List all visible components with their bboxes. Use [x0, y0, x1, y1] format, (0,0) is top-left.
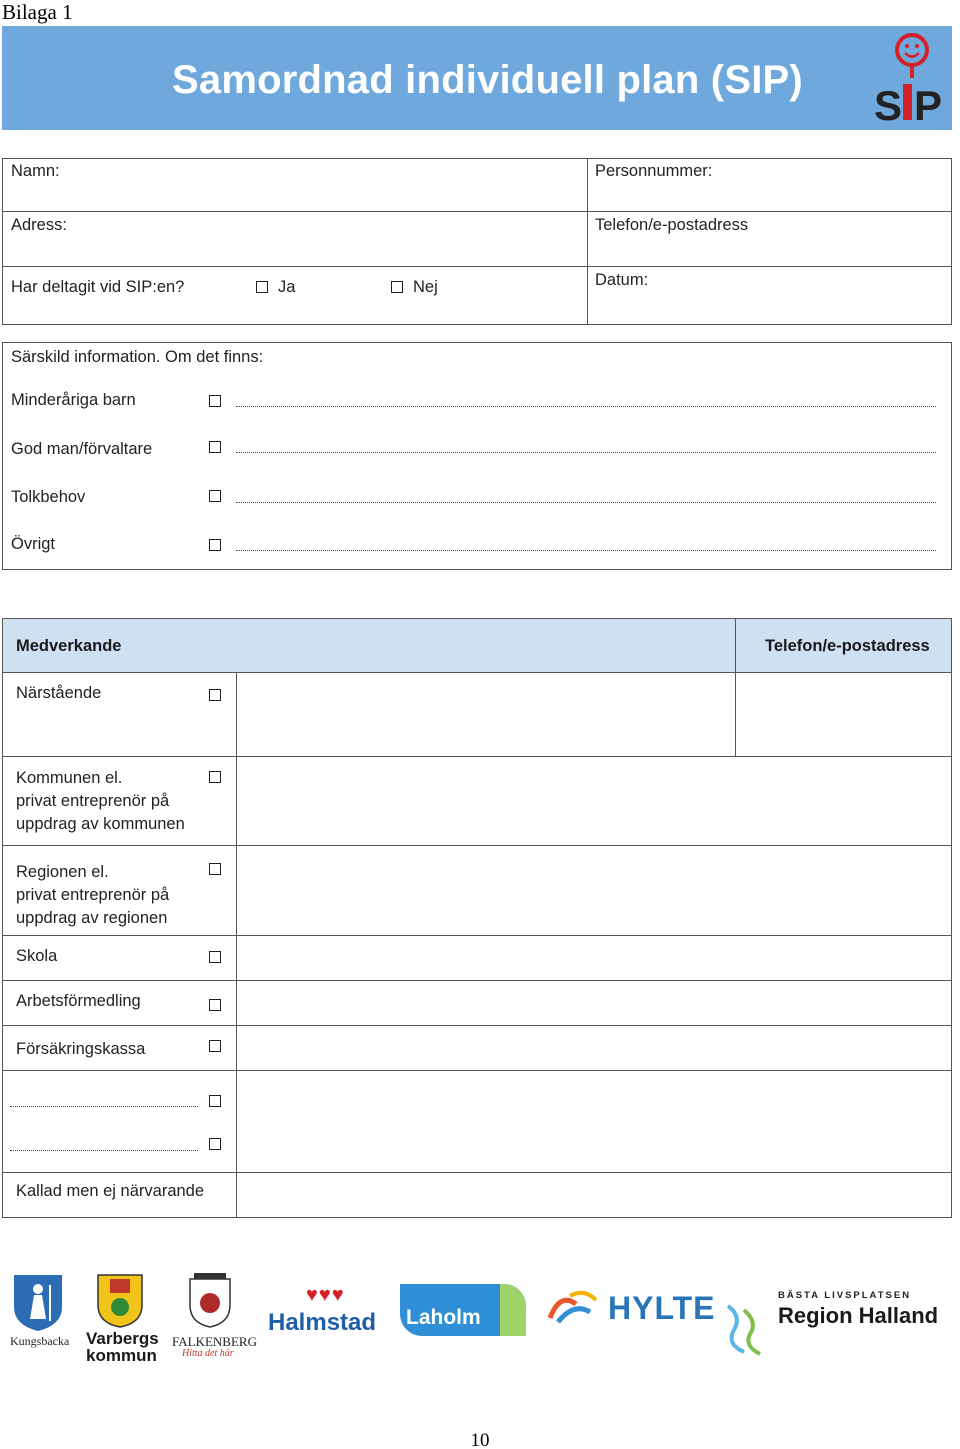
social-insurance-checkbox[interactable]: [209, 1040, 221, 1052]
name-label: Namn:: [11, 162, 60, 180]
label-line: Kommunen el.: [16, 769, 123, 787]
interpreter-checkbox[interactable]: [209, 490, 221, 502]
no-checkbox[interactable]: [391, 281, 403, 293]
page-number: 10: [470, 1430, 490, 1449]
no-label: Nej: [413, 278, 438, 296]
participant-label: Försäkringskassa: [16, 1040, 146, 1058]
appendix-label: Bilaga 1: [2, 0, 73, 24]
participants-column-header: Medverkande: [16, 637, 122, 655]
row-divider: [2, 266, 952, 267]
yes-label: Ja: [278, 278, 296, 296]
column-divider: [587, 158, 588, 325]
row-divider: [2, 845, 952, 846]
relative-checkbox[interactable]: [209, 689, 221, 701]
minor-children-checkbox[interactable]: [209, 395, 221, 407]
fill-in-line[interactable]: [236, 406, 936, 407]
municipality-checkbox[interactable]: [209, 771, 221, 783]
special-item-label: God man/förvaltare: [11, 440, 153, 458]
participant-label: [16, 861, 169, 930]
varberg-text: [86, 1330, 159, 1364]
extra-participant-checkbox[interactable]: [209, 1095, 221, 1107]
label-line: privat entreprenör på: [16, 792, 170, 810]
fill-in-line[interactable]: [10, 1106, 198, 1107]
column-divider: [735, 618, 736, 756]
fill-in-line[interactable]: [10, 1150, 198, 1151]
falkenberg-slogan: Hitta det här: [182, 1348, 234, 1359]
row-divider: [2, 1172, 952, 1173]
row-divider: [2, 980, 952, 981]
label-line: privat entreprenör på: [16, 886, 170, 904]
fill-in-line[interactable]: [236, 452, 936, 453]
falkenberg-crest-icon: [188, 1273, 232, 1329]
varberg-text-line: kommun: [86, 1346, 157, 1365]
label-line: uppdrag av kommunen: [16, 815, 185, 833]
row-divider: [2, 211, 952, 212]
participant-label: Skola: [16, 947, 58, 965]
hylte-swirl-icon: [546, 1288, 602, 1328]
kungsbacka-crest-icon: [10, 1273, 66, 1333]
special-item-label: Minderåriga barn: [11, 391, 136, 409]
laholm-accent: [500, 1284, 526, 1336]
guardian-checkbox[interactable]: [209, 441, 221, 453]
participant-label: [16, 767, 185, 836]
participants-table: [2, 672, 952, 1218]
participant-label: Arbetsförmedling: [16, 992, 141, 1010]
row-divider: [2, 756, 952, 757]
svg-text:S: S: [874, 82, 903, 128]
school-checkbox[interactable]: [209, 951, 221, 963]
date-label: Datum:: [595, 271, 649, 289]
contact-column-header: Telefon/e-postadress: [765, 637, 930, 655]
label-line: Regionen el.: [16, 863, 109, 881]
region-halland-text: Region Halland: [778, 1303, 939, 1328]
other-checkbox[interactable]: [209, 539, 221, 551]
special-info-heading: Särskild information. Om det finns:: [11, 348, 264, 366]
sip-logo: [868, 32, 952, 128]
employment-service-checkbox[interactable]: [209, 999, 221, 1011]
person-info-table: [2, 158, 952, 325]
yes-checkbox[interactable]: [256, 281, 268, 293]
participant-label: Närstående: [16, 684, 102, 702]
attended-label: Har deltagit vid SIP:en?: [11, 278, 185, 296]
svg-text:P: P: [914, 82, 943, 128]
varberg-crest-icon: [96, 1273, 144, 1329]
participant-label: Kallad men ej närvarande: [16, 1182, 205, 1200]
halmstad-text: Halmstad: [268, 1309, 377, 1336]
region-checkbox[interactable]: [209, 863, 221, 875]
falkenberg-text: FALKENBERG: [172, 1334, 257, 1349]
personnummer-label: Personnummer:: [595, 162, 713, 180]
contact-label: Telefon/e-postadress: [595, 216, 749, 234]
special-item-label: Övrigt: [11, 535, 56, 553]
kungsbacka-text: Kungsbacka: [10, 1334, 70, 1348]
fill-in-line[interactable]: [236, 550, 936, 551]
hylte-text: HYLTE: [608, 1290, 716, 1326]
row-divider: [2, 935, 952, 936]
fill-in-line[interactable]: [236, 502, 936, 503]
extra-participant-checkbox[interactable]: [209, 1138, 221, 1150]
address-label: Adress:: [11, 216, 67, 234]
label-line: uppdrag av regionen: [16, 909, 168, 927]
region-halland-symbol-icon: [724, 1300, 772, 1358]
column-divider: [236, 672, 237, 1218]
varberg-text-line: Varbergs: [86, 1329, 159, 1348]
page-title: Samordnad individuell plan (SIP): [172, 58, 803, 102]
laholm-text: Laholm: [406, 1306, 481, 1329]
row-divider: [2, 1025, 952, 1026]
special-item-label: Tolkbehov: [11, 488, 86, 506]
halmstad-hearts-icon: ♥♥♥: [306, 1284, 345, 1306]
row-divider: [2, 1070, 952, 1071]
region-halland-tagline: BÄSTA LIVSPLATSEN: [778, 1290, 912, 1301]
